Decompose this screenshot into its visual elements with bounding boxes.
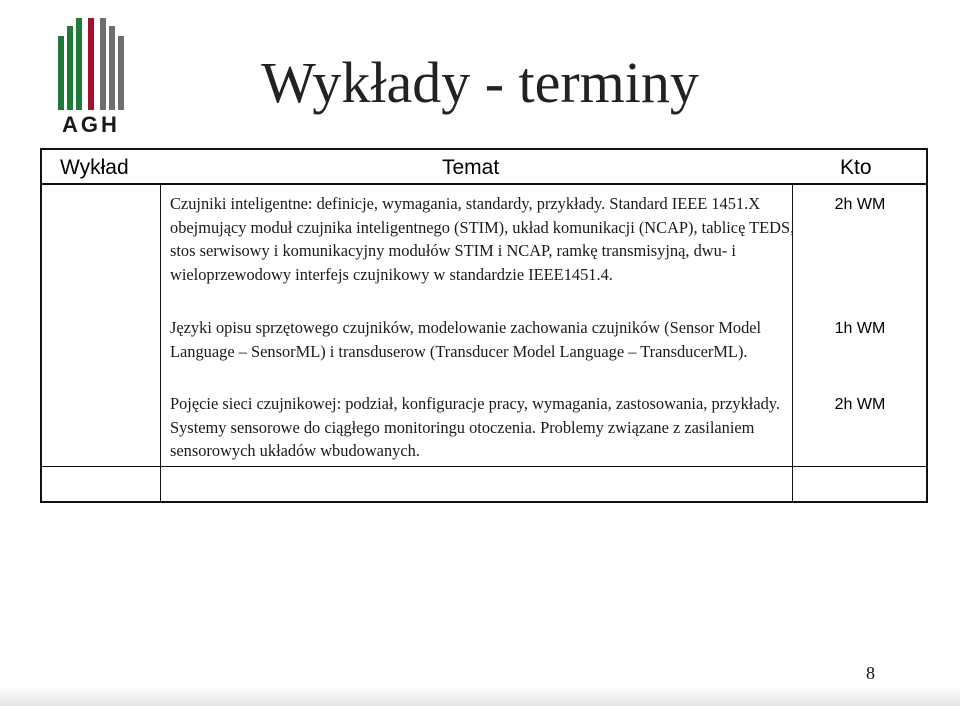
- table-row-2-topic: Języki opisu sprzętowego czujników, modelowanie zachowania czujników (Sensor Model Language – SensorML) i transduserow (Transducer Model Language – TransducerML).: [170, 318, 762, 361]
- table-row-3-who: 2h WM: [834, 396, 886, 413]
- page-title: Wykłady - terminy: [261, 50, 699, 115]
- table-header: [42, 150, 926, 185]
- header-topic: Temat: [442, 156, 500, 179]
- logo-text: AGH: [62, 112, 120, 136]
- page-number: 8: [866, 663, 875, 683]
- schedule-table: [40, 148, 928, 503]
- logo-pillars: [58, 18, 124, 110]
- table-row-2-who: 1h WM: [834, 320, 886, 337]
- table-row-1-topic: Czujniki inteligentne: definicje, wymagania, standardy, przykłady. Standard IEEE 1451.X obejmujący moduł czujnika inteligentnego (STIM), układ komunikacji (NCAP), tablicę TEDS, stos serwisowy i komunikacyjny modułów STIM i NCAP, ramkę transmisyjną, dwu- i wieloprzewodowy interfejs czujnikowy w standardzie IEEE1451.4.: [170, 194, 795, 284]
- header-who: Kto: [840, 156, 872, 179]
- table-row-3-topic: Pojęcie sieci czujnikowej: podział, konfiguracje pracy, wymagania, zastosowania, przykłady. Systemy sensorowe do ciągłego monitoringu otoczenia. Problemy związane z zasilaniem sensorowych układów wbudowanych.: [170, 394, 781, 461]
- column-divider: [160, 185, 161, 503]
- table-row-1-who: 2h WM: [834, 196, 886, 213]
- table-row-divider: [42, 466, 926, 467]
- footer-bar: [0, 686, 960, 706]
- agh-logo: [54, 18, 132, 136]
- header-lecture: Wykład: [60, 156, 129, 179]
